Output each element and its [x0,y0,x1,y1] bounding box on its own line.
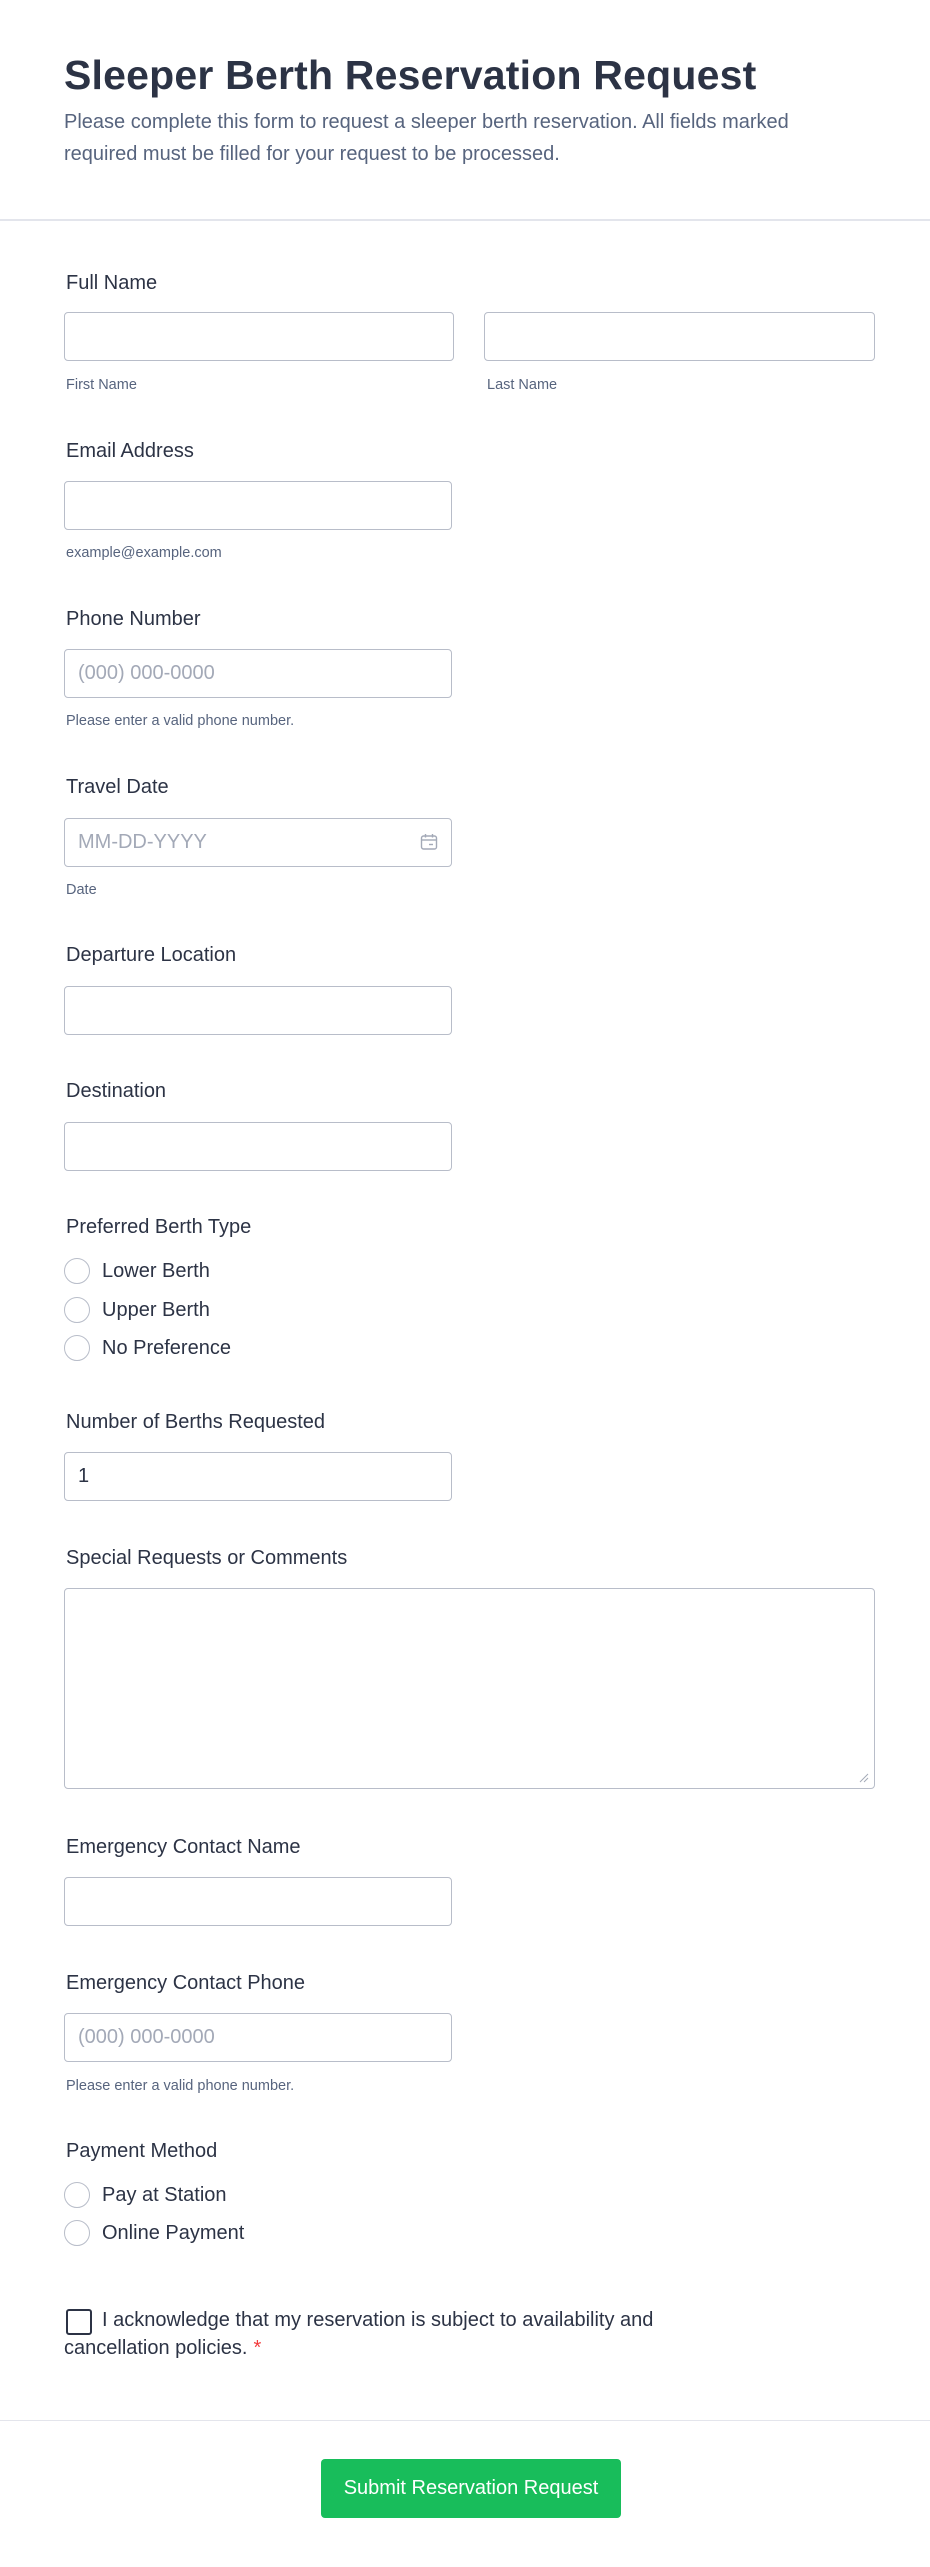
radio-option-upper-berth[interactable] [64,1297,210,1323]
resize-handle-icon[interactable] [859,1773,869,1783]
first-name-input[interactable] [64,312,454,361]
departure-label: Departure Location [66,944,237,966]
travel-date-field [64,818,452,867]
departure-input[interactable] [64,986,452,1035]
radio-label: Online Payment [102,2221,245,2244]
radio-option-pay-at-station[interactable] [64,2182,227,2208]
radio-option-no-preference[interactable] [64,1335,231,1361]
calendar-icon[interactable] [420,833,438,851]
last-name-input[interactable] [484,312,875,361]
destination-input[interactable] [64,1122,452,1171]
phone-label: Phone Number [66,608,201,630]
travel-date-label: Travel Date [66,776,169,798]
last-name-sublabel: Last Name [487,377,558,393]
berths-count-label: Number of Berths Requested [66,1411,326,1433]
form-header [0,0,930,221]
phone-input[interactable] [64,649,452,698]
travel-date-sublabel: Date [66,882,97,898]
destination-label: Destination [66,1080,167,1102]
berths-count-input[interactable] [64,1452,452,1501]
radio-option-online-payment[interactable] [64,2220,244,2246]
consent-text-block [64,2306,764,2362]
email-input[interactable] [64,481,452,530]
berth-type-label: Preferred Berth Type [66,1216,252,1238]
travel-date-input[interactable] [64,818,452,867]
radio-label: No Preference [102,1336,231,1359]
emergency-phone-label: Emergency Contact Phone [66,1972,306,1994]
payment-method-label: Payment Method [66,2140,218,2162]
comments-label: Special Requests or Comments [66,1547,348,1569]
page-subtitle: Please complete this form to request a sleeper berth reservation. All fields marked required must be filled for your request to be processed. [64,111,789,165]
radio-button[interactable] [64,2220,90,2246]
radio-label: Lower Berth [102,1259,210,1282]
radio-option-lower-berth[interactable] [64,1258,210,1284]
emergency-name-input[interactable] [64,1877,452,1926]
radio-button[interactable] [64,2182,90,2208]
required-asterisk: * [253,2337,262,2359]
phone-sublabel: Please enter a valid phone number. [66,713,295,729]
emergency-name-label: Emergency Contact Name [66,1836,301,1858]
consent-field [64,2306,764,2362]
consent-label: I acknowledge that my reservation is subject to availability and cancellation policies. [64,2309,654,2359]
emergency-phone-sublabel: Please enter a valid phone number. [66,2078,295,2094]
radio-label: Pay at Station [102,2183,227,2206]
full-name-label: Full Name [66,272,158,294]
email-sublabel: example@example.com [66,545,222,561]
comments-textarea[interactable] [64,1588,875,1789]
first-name-sublabel: First Name [66,377,137,393]
submit-button[interactable]: Submit Reservation Request [321,2459,621,2518]
radio-label: Upper Berth [102,1298,210,1321]
consent-checkbox[interactable] [66,2309,92,2335]
radio-button[interactable] [64,1258,90,1284]
page-title: Sleeper Berth Reservation Request [64,52,757,98]
radio-button[interactable] [64,1335,90,1361]
radio-button[interactable] [64,1297,90,1323]
footer-divider [0,2420,930,2421]
emergency-phone-input[interactable] [64,2013,452,2062]
email-label: Email Address [66,440,194,462]
